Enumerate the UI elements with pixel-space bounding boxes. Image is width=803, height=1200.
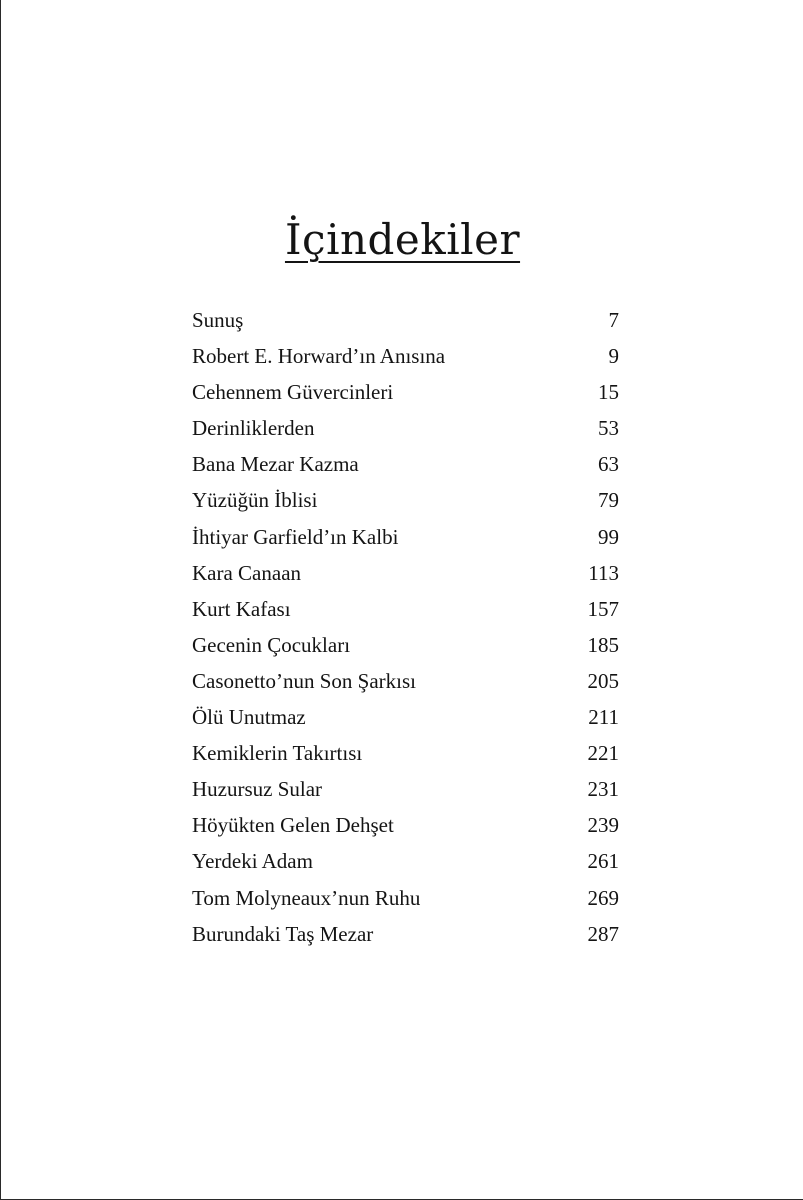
toc-entry [192,843,619,879]
toc-entry-page: 269 [587,885,619,910]
toc-entry-title: Casonetto’nun Son Şarkısı [192,668,416,693]
toc-entry-title: İhtiyar Garfield’ın Kalbi [192,524,399,549]
toc-entry-page: 157 [587,596,619,621]
toc-entry-title: Kemiklerin Takırtısı [192,741,363,766]
toc-entry-title: Höyükten Gelen Dehşet [192,813,394,838]
toc-entry-title: Gecenin Çocukları [192,632,351,657]
toc-entry [192,627,619,663]
toc-entry [192,699,619,735]
toc-entry-title: Tom Molyneaux’nun Ruhu [192,885,421,910]
toc-entry-page: 113 [588,560,619,585]
toc-entry-title: Sunuş [192,308,244,332]
toc-entry-title: Kara Canaan [192,560,302,585]
toc-entry [192,591,619,627]
toc-entry-page: 53 [598,416,619,441]
toc-entry-page: 239 [587,813,619,838]
toc-entry-title: Huzursuz Sular [192,777,323,802]
toc-entry-page: 7 [608,308,619,332]
toc-entry-page: 15 [598,380,619,405]
toc-entry-title: Ölü Unutmaz [192,705,306,730]
toc-entry-title: Yüzüğün İblisi [192,488,318,513]
page-title [1,212,803,268]
toc-entry-title: Yerdeki Adam [192,849,313,874]
toc-entry [192,916,619,952]
toc-entry [192,519,619,555]
toc-entry [192,880,619,916]
toc-entry-title: Bana Mezar Kazma [192,452,359,477]
toc-entry-page: 221 [587,741,619,766]
toc-entry-page: 185 [587,632,619,657]
toc-entry-page: 9 [608,344,619,369]
toc-entry-title: Derinliklerden [192,416,315,441]
toc-entry-title: Kurt Kafası [192,596,291,621]
toc-entry [192,807,619,843]
toc-entry-page: 287 [587,921,619,946]
toc-entry-page: 63 [598,452,619,477]
toc-entry-page: 231 [587,777,619,802]
page-title-text: İçindekiler [284,215,521,264]
toc-entry [192,771,619,807]
toc-entry-title: Cehennem Güvercinleri [192,380,394,405]
toc-entry [192,374,619,410]
toc-entry-page: 205 [587,668,619,693]
toc-entry [192,338,619,374]
toc-entry [192,410,619,446]
toc-entry [192,482,619,518]
toc-entry-page: 211 [588,705,619,730]
toc-entry [192,446,619,482]
toc-entry [192,302,619,338]
toc-entry-title: Burundaki Taş Mezar [192,921,374,946]
toc-entry-page: 99 [598,524,619,549]
table-of-contents [192,302,619,952]
toc-entry-page: 261 [587,849,619,874]
toc-entry [192,555,619,591]
toc-entry-title: Robert E. Horward’ın Anısına [192,344,446,369]
toc-entry [192,663,619,699]
toc-entry-page: 79 [598,488,619,513]
toc-entry [192,735,619,771]
